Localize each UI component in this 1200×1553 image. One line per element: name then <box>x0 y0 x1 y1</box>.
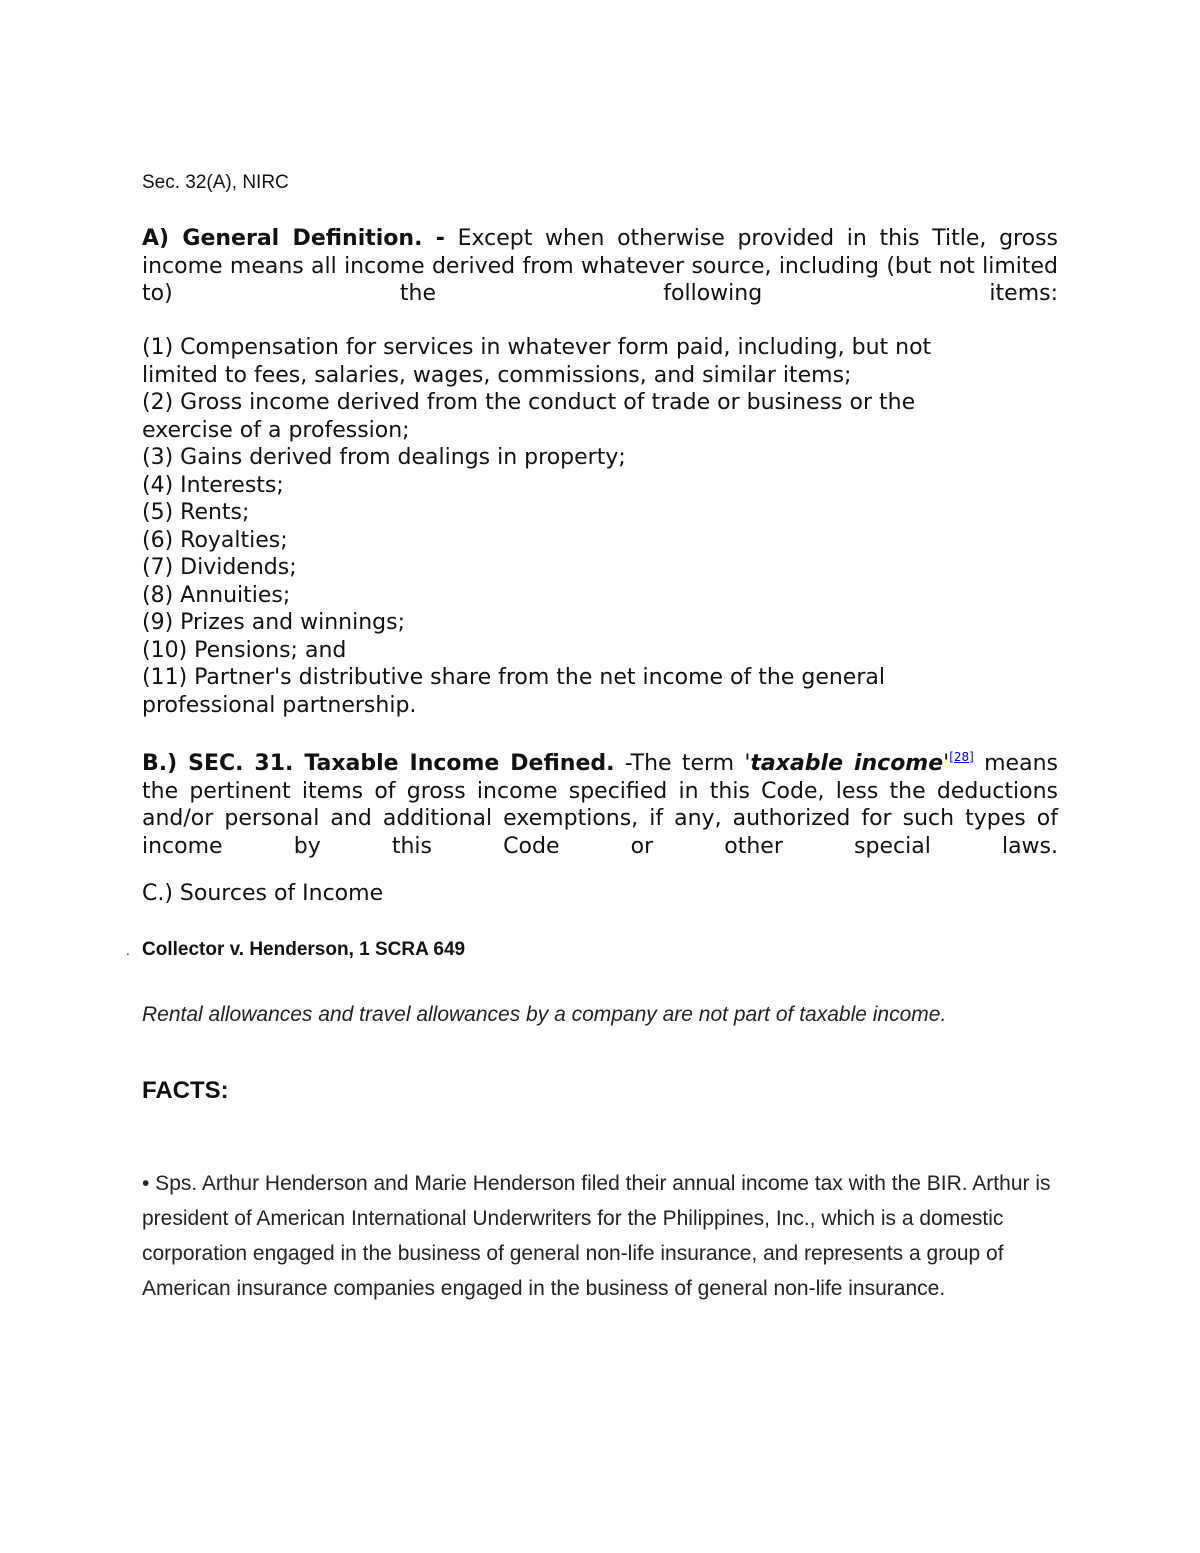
general-definition-paragraph <box>142 225 1058 308</box>
list-item: (10) Pensions; and <box>142 637 347 663</box>
list-item: (5) Rents; <box>142 500 250 525</box>
list-item: (11) Partner's distributive share from the net income of the general <box>142 665 885 690</box>
list-item: (2) Gross income derived from the conduct of trade or business or the <box>142 390 916 415</box>
list-item: (6) Royalties; <box>142 527 288 553</box>
facts-bullet-paragraph: • Sps. Arthur Henderson and Marie Henderson filed their annual income tax with the BIR. Arthur is president of American International Underwriters for the Philippines, Inc., which is a domestic corporation engaged in the business of general non-life insurance, and represents a group of American insurance companies engaged in the business of general non-life insurance. <box>142 1172 1051 1300</box>
list-item: (7) Dividends; <box>142 555 297 580</box>
list-item: (8) Annuities; <box>142 582 291 608</box>
list-item: (3) Gains derived from dealings in property; <box>142 445 626 470</box>
sources-heading: C.) Sources of Income <box>142 881 384 906</box>
facts-heading: FACTS: <box>142 1077 229 1104</box>
list-item: (1) Compensation for services in whatever form paid, including, but not <box>142 335 932 360</box>
general-definition-heading: A) General Definition. - <box>142 226 445 251</box>
case-title: Collector v. Henderson, 1 SCRA 649 <box>142 939 466 960</box>
taxable-income-dash: -The term ' <box>614 751 751 776</box>
taxable-income-term: taxable income <box>750 751 944 776</box>
list-item: professional partnership. <box>142 692 417 718</box>
footnote-link[interactable]: [28] <box>949 750 974 764</box>
general-definition-text: Except when otherwise provided in this Title, gross income means all income derived from whatever source, including (but not limited to) the following items: <box>142 226 1058 306</box>
case-doctrine: Rental allowances and travel allowances by a company are not part of taxable income. <box>142 1003 947 1026</box>
stray-dot: . <box>126 944 130 958</box>
taxable-income-text: means the pertinent items of gross income specified in this Code, less the deductions and/or personal and additional exemptions, if any, authorized for such types of income by this Code or other special laws. <box>142 751 1058 859</box>
gross-income-items-list <box>142 334 1058 719</box>
list-item: (4) Interests; <box>142 472 284 498</box>
list-item: exercise of a profession; <box>142 417 410 443</box>
taxable-income-paragraph <box>142 744 1058 860</box>
list-item: (9) Prizes and winnings; <box>142 610 406 635</box>
taxable-income-quote: ' <box>943 751 950 776</box>
taxable-income-heading: B.) SEC. 31. Taxable Income Defined. <box>142 751 615 776</box>
list-item: limited to fees, salaries, wages, commissions, and similar items; <box>142 362 852 388</box>
section-reference: Sec. 32(A), NIRC <box>142 172 289 193</box>
